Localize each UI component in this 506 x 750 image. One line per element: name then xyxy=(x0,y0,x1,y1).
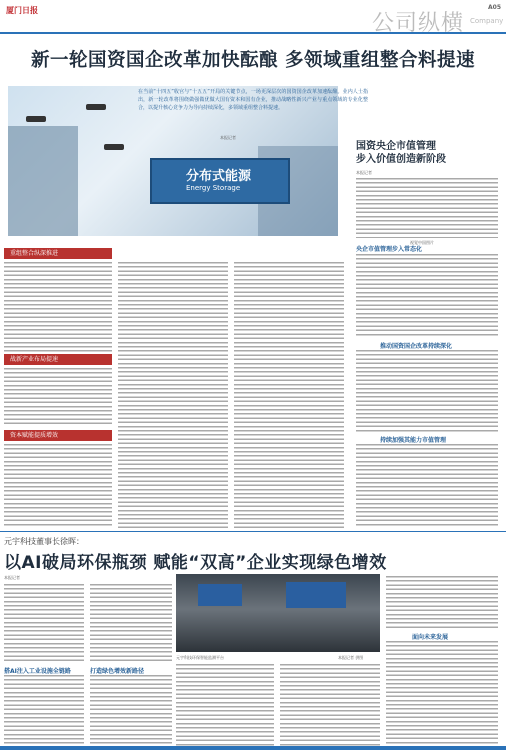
photo-caption: 视觉中国图片 xyxy=(410,240,434,245)
second-subhead: 打造绿色增效新路径 xyxy=(90,668,145,675)
lead-body-text xyxy=(4,368,112,424)
lead-body-text xyxy=(4,262,112,352)
second-photo-credit: 本报记者 供图 xyxy=(338,655,364,660)
second-body-text xyxy=(90,584,172,662)
sidebar-body-text xyxy=(356,254,498,338)
lead-body-text xyxy=(118,262,228,528)
second-body-text xyxy=(176,664,274,746)
sidebar-subhead: 推动国资国企改革持续深化 xyxy=(380,343,453,350)
section-title: 公司纵横 xyxy=(372,11,465,36)
second-body-text xyxy=(386,641,498,745)
lead-subhead: 战新产业布局提速 xyxy=(4,354,112,365)
lead-byline: 本报记者 xyxy=(220,135,236,140)
second-photo xyxy=(176,574,380,652)
section-title-en: Company xyxy=(470,17,504,25)
second-byline: 本报记者 xyxy=(4,575,20,580)
second-body-text xyxy=(90,675,172,745)
second-headline: 以AI破局环保瓶颈 赋能“双高”企业实现绿色增效 xyxy=(4,553,387,573)
story-divider xyxy=(0,531,506,532)
sidebar-byline: 本报记者 xyxy=(356,170,372,175)
photo-label-en: Energy Storage xyxy=(186,184,241,192)
lead-body-text xyxy=(234,262,344,528)
second-body-text xyxy=(4,675,84,745)
lead-headline: 新一轮国资国企改革加快酝酿 多领域重组整合料提速 xyxy=(31,50,475,71)
second-kicker: 元宇科技董事长徐晖： xyxy=(4,537,84,546)
photo-label-cn: 分布式能源 xyxy=(186,169,252,184)
lead-paragraph: 在当前“十四五”收官与“十五五”开局的关键节点，一场更深层次的国资国企改革加速酝酿。业内人士指出，新一轮改革将围绕做强做优做大国有资本和国有企业，推动战略性新兴产业与重点领域的专业化整合，以提升核心竞争力为导向持续深化，多领域重组整合料提速。 xyxy=(138,89,368,111)
second-body-text xyxy=(4,584,84,662)
sidebar-subhead: 央企市值管理步入常态化 xyxy=(356,246,423,253)
sidebar-subhead: 持续加强其能力市值管理 xyxy=(380,437,447,444)
second-subhead: 搭AI注入工业设施全链路 xyxy=(4,668,71,675)
footer-rule xyxy=(0,746,506,750)
sidebar-title-line2: 步入价值创造新阶段 xyxy=(356,154,446,165)
second-subhead: 面向未来发展 xyxy=(412,634,449,641)
second-body-text xyxy=(280,664,380,746)
sidebar-body-text xyxy=(356,444,498,528)
newspaper-logo: 厦门日报 xyxy=(6,6,38,15)
sidebar-body-text xyxy=(356,178,498,238)
lead-subhead: 重组整合纵深推进 xyxy=(4,248,112,259)
lead-subhead: 资本赋能提质增效 xyxy=(4,430,112,441)
lead-body-text xyxy=(4,444,112,528)
sidebar-title-line1: 国资央企市值管理 xyxy=(356,141,436,152)
second-photo-caption: 元宇科技环保智能监测平台 xyxy=(176,655,224,660)
sidebar-title xyxy=(356,140,496,166)
masthead xyxy=(0,0,506,34)
sidebar-body-text xyxy=(356,350,498,432)
page-code: A05 xyxy=(488,4,501,11)
second-body-text xyxy=(386,576,498,628)
